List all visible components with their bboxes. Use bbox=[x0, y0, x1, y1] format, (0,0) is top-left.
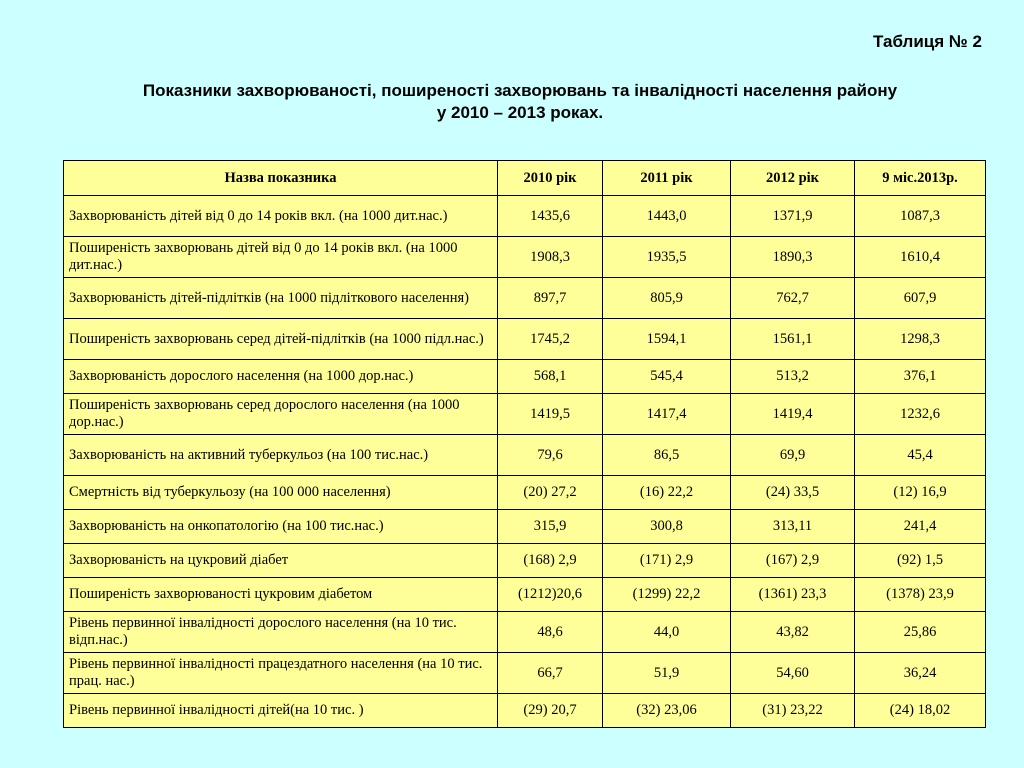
value-cell: 300,8 bbox=[603, 510, 731, 544]
value-cell: 1890,3 bbox=[731, 237, 855, 278]
indicator-name-cell: Поширеність захворюваності цукровим діабетом bbox=[64, 578, 498, 612]
value-cell: 51,9 bbox=[603, 653, 731, 694]
indicator-name-cell: Поширеність захворювань серед дорослого населення (на 1000 дор.нас.) bbox=[64, 394, 498, 435]
value-cell: 1417,4 bbox=[603, 394, 731, 435]
indicator-name-cell: Поширеність захворювань серед дітей-підлітків (на 1000 підл.нас.) bbox=[64, 319, 498, 360]
indicators-table bbox=[63, 160, 986, 728]
value-cell: (167) 2,9 bbox=[731, 544, 855, 578]
value-cell: (171) 2,9 bbox=[603, 544, 731, 578]
value-cell: (92) 1,5 bbox=[855, 544, 986, 578]
value-cell: 1419,5 bbox=[498, 394, 603, 435]
value-cell: 1371,9 bbox=[731, 196, 855, 237]
value-cell: (168) 2,9 bbox=[498, 544, 603, 578]
value-cell: 315,9 bbox=[498, 510, 603, 544]
value-cell: 376,1 bbox=[855, 360, 986, 394]
value-cell: 44,0 bbox=[603, 612, 731, 653]
column-header-2013: 9 міс.2013р. bbox=[855, 161, 986, 196]
value-cell: (24) 18,02 bbox=[855, 694, 986, 728]
value-cell: (1299) 22,2 bbox=[603, 578, 731, 612]
value-cell: 241,4 bbox=[855, 510, 986, 544]
table-row bbox=[64, 319, 986, 360]
table-number: Таблиця № 2 bbox=[873, 32, 982, 51]
table-row bbox=[64, 278, 986, 319]
value-cell: 1935,5 bbox=[603, 237, 731, 278]
table-row bbox=[64, 612, 986, 653]
value-cell: 79,6 bbox=[498, 435, 603, 476]
column-header-2012: 2012 рік bbox=[731, 161, 855, 196]
value-cell: (29) 20,7 bbox=[498, 694, 603, 728]
value-cell: 313,11 bbox=[731, 510, 855, 544]
table-row bbox=[64, 510, 986, 544]
value-cell: 1232,6 bbox=[855, 394, 986, 435]
value-cell: 54,60 bbox=[731, 653, 855, 694]
value-cell: (16) 22,2 bbox=[603, 476, 731, 510]
table-row bbox=[64, 237, 986, 278]
value-cell: 607,9 bbox=[855, 278, 986, 319]
value-cell: 1298,3 bbox=[855, 319, 986, 360]
value-cell: (31) 23,22 bbox=[731, 694, 855, 728]
table-row bbox=[64, 578, 986, 612]
table-row bbox=[64, 360, 986, 394]
value-cell: 25,86 bbox=[855, 612, 986, 653]
value-cell: 45,4 bbox=[855, 435, 986, 476]
indicator-name-cell: Захворюваність дорослого населення (на 1000 дор.нас.) bbox=[64, 360, 498, 394]
value-cell: 1087,3 bbox=[855, 196, 986, 237]
table-row bbox=[64, 544, 986, 578]
table-row bbox=[64, 394, 986, 435]
indicator-name-cell: Захворюваність на цукровий діабет bbox=[64, 544, 498, 578]
column-header-2010: 2010 рік bbox=[498, 161, 603, 196]
indicator-name-cell: Захворюваність на активний туберкульоз (на 100 тис.нас.) bbox=[64, 435, 498, 476]
title-line-1: Показники захворюваності, поширеності захворювань та інвалідності населення району bbox=[142, 81, 898, 100]
value-cell: 69,9 bbox=[731, 435, 855, 476]
value-cell: 1908,3 bbox=[498, 237, 603, 278]
value-cell: 36,24 bbox=[855, 653, 986, 694]
indicator-name-cell: Захворюваність дітей-підлітків (на 1000 підліткового населення) bbox=[64, 278, 498, 319]
value-cell: 1435,6 bbox=[498, 196, 603, 237]
indicator-name-cell: Рівень первинної інвалідності дітей(на 10 тис. ) bbox=[64, 694, 498, 728]
value-cell: 568,1 bbox=[498, 360, 603, 394]
value-cell: 897,7 bbox=[498, 278, 603, 319]
value-cell: (24) 33,5 bbox=[731, 476, 855, 510]
indicator-name-cell: Захворюваність дітей від 0 до 14 років вкл. (на 1000 дит.нас.) bbox=[64, 196, 498, 237]
value-cell: 1443,0 bbox=[603, 196, 731, 237]
table-row bbox=[64, 476, 986, 510]
value-cell: 805,9 bbox=[603, 278, 731, 319]
table-row bbox=[64, 196, 986, 237]
page-title bbox=[60, 80, 980, 124]
table-row bbox=[64, 435, 986, 476]
indicator-name-cell: Поширеність захворювань дітей від 0 до 14 років вкл. (на 1000 дит.нас.) bbox=[64, 237, 498, 278]
indicator-name-cell: Захворюваність на онкопатологію (на 100 тис.нас.) bbox=[64, 510, 498, 544]
value-cell: (1361) 23,3 bbox=[731, 578, 855, 612]
value-cell: (20) 27,2 bbox=[498, 476, 603, 510]
value-cell: (32) 23,06 bbox=[603, 694, 731, 728]
value-cell: (1212)20,6 bbox=[498, 578, 603, 612]
table-row bbox=[64, 694, 986, 728]
value-cell: 1745,2 bbox=[498, 319, 603, 360]
column-header-2011: 2011 рік bbox=[603, 161, 731, 196]
indicator-name-cell: Рівень первинної інвалідності дорослого населення (на 10 тис. відп.нас.) bbox=[64, 612, 498, 653]
value-cell: 1419,4 bbox=[731, 394, 855, 435]
indicator-name-cell: Смертність від туберкульозу (на 100 000 населення) bbox=[64, 476, 498, 510]
value-cell: 545,4 bbox=[603, 360, 731, 394]
value-cell: 513,2 bbox=[731, 360, 855, 394]
indicator-name-cell: Рівень первинної інвалідності працездатного населення (на 10 тис. прац. нас.) bbox=[64, 653, 498, 694]
value-cell: 66,7 bbox=[498, 653, 603, 694]
value-cell: 86,5 bbox=[603, 435, 731, 476]
value-cell: 43,82 bbox=[731, 612, 855, 653]
value-cell: 762,7 bbox=[731, 278, 855, 319]
value-cell: 1610,4 bbox=[855, 237, 986, 278]
title-line-2: у 2010 – 2013 роках. bbox=[436, 103, 604, 122]
value-cell: (12) 16,9 bbox=[855, 476, 986, 510]
value-cell: 48,6 bbox=[498, 612, 603, 653]
value-cell: 1594,1 bbox=[603, 319, 731, 360]
value-cell: (1378) 23,9 bbox=[855, 578, 986, 612]
column-header-name: Назва показника bbox=[64, 161, 498, 196]
value-cell: 1561,1 bbox=[731, 319, 855, 360]
table-row bbox=[64, 653, 986, 694]
table-header-row bbox=[64, 161, 986, 196]
